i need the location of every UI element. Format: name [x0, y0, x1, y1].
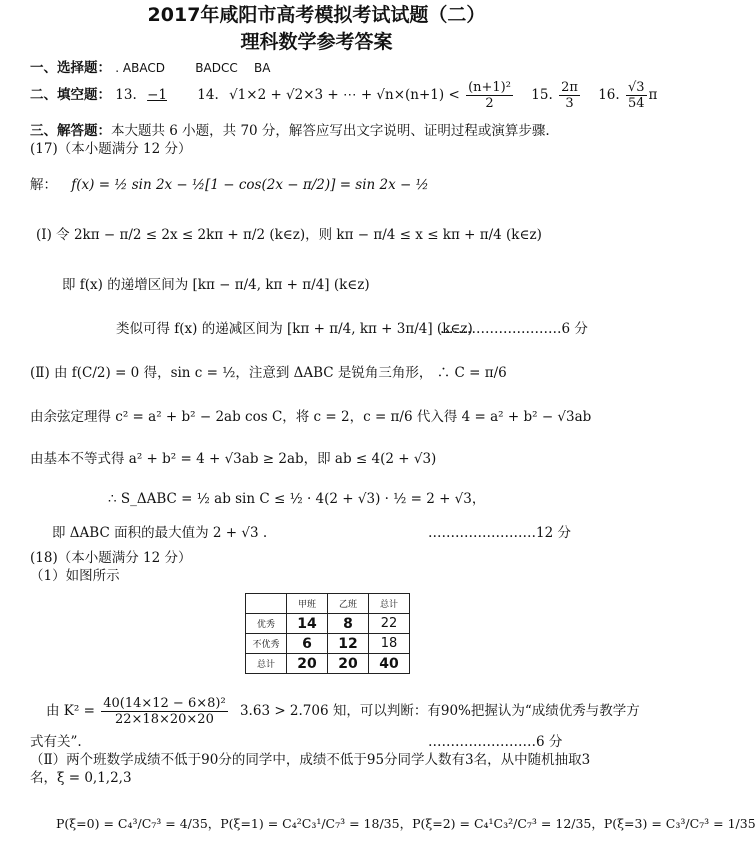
- table-header-cell: 甲班: [287, 594, 328, 614]
- q17-header: (17)（本小题满分 12 分）: [30, 141, 192, 157]
- q15-fraction: [559, 80, 580, 111]
- q14-fraction-numerator: (n+1)²: [468, 80, 511, 95]
- table-header-cell: 总计: [369, 594, 410, 614]
- q16-number: 16.: [598, 87, 620, 103]
- contingency-table: [245, 593, 410, 674]
- q17-solution: [30, 176, 429, 194]
- choice-answers-2: BADCC: [195, 61, 238, 75]
- q13-answer: −1: [147, 87, 167, 103]
- q18-probabilities: P(ξ=0) = C₄³/C₇³ = 4/35，P(ξ=1) = C₄²C₃¹/C₇³ = 18/35，P(ξ=2) = C₄¹C₃²/C₇³ = 12/35，P(ξ=3) = C₃³/C₇³ = 1/35: [56, 816, 756, 831]
- title-line-2: 理科数学参考答案: [240, 31, 393, 53]
- section-fill: [30, 80, 657, 111]
- q17-part2-line3: 由基本不等式得 a² + b² = 4 + √3ab ≥ 2ab，即 ab ≤ 4(2 + √3): [30, 451, 437, 467]
- k2-conclusion-cont: 式有关”.: [30, 734, 82, 750]
- table-row-label: 总计: [246, 654, 287, 674]
- table-cell: 8: [328, 614, 369, 634]
- table-cell: 14: [287, 614, 328, 634]
- section-solve-label: 三、解答题：: [30, 123, 111, 139]
- q13-number: 13.: [115, 87, 137, 103]
- k2-fraction: [101, 696, 227, 727]
- table-cell: 12: [328, 634, 369, 654]
- q15-number: 15.: [531, 87, 553, 103]
- k2-conclusion: 3.63 > 2.706 知，可以判断：有90%把握认为“成绩优秀与教学方: [239, 703, 640, 719]
- q18-score-6: ……………………6 分: [428, 734, 563, 750]
- choice-answers-1: . ABACD: [115, 61, 165, 75]
- q17-part1-line3: [116, 320, 473, 338]
- table-cell: 6: [287, 634, 328, 654]
- q17-part2-line2: 由余弦定理得 c² = a² + b² − 2ab cos C，将 c = 2，c = π/6 代入得 4 = a² + b² − √3ab: [30, 409, 592, 425]
- q16-pi: π: [648, 87, 658, 103]
- q17-part2-line4: ∴ S_ΔABC = ½ ab sin C ≤ ½ · 4(2 + √3) · ½ = 2 + √3，: [108, 491, 486, 507]
- section-solve-text: 本大题共 6 小题，共 70 分，解答应写出文字说明、证明过程或演算步骤.: [111, 123, 550, 139]
- q17-part1-line1: (Ⅰ) 令 2kπ − π/2 ≤ 2x ≤ 2kπ + π/2 (k∈z)，则 kπ − π/4 ≤ x ≤ kπ + π/4 (k∈z): [36, 227, 542, 243]
- q18-part1: （1）如图所示: [30, 568, 120, 584]
- section-solve: [30, 122, 550, 140]
- table-row-label: 不优秀: [246, 634, 287, 654]
- q16-fraction: [626, 80, 647, 111]
- q17-part2-line5: 即 ΔABC 面积的最大值为 2 + √3 .: [52, 525, 268, 541]
- table-row: [246, 654, 410, 674]
- choice-answers-3: BA: [254, 61, 271, 75]
- q17-solution-label: 解：: [30, 177, 57, 193]
- table-cell: 20: [287, 654, 328, 674]
- q14-inequality: √1×2 + √2×3 + ⋯ + √n×(n+1) <: [229, 87, 460, 103]
- k2-numerator: 40(14×12 − 6×8)²: [103, 696, 226, 711]
- q18-part2-line2: 名，ξ = 0,1,2,3: [30, 770, 132, 786]
- table-row: [246, 614, 410, 634]
- table-row: [246, 634, 410, 654]
- q15-fraction-denominator: 3: [565, 96, 574, 111]
- section-choice-label: 一、选择题：: [30, 60, 111, 76]
- k2-lhs: 由 K² =: [46, 703, 95, 719]
- q17-score-6: ………………………6 分: [440, 321, 588, 337]
- table-cell: 18: [369, 634, 410, 654]
- k2-line: [46, 694, 640, 728]
- q17-part1-line2: 即 f(x) 的递增区间为 [kπ − π/4, kπ + π/4] (k∈z): [62, 277, 370, 293]
- section-choice: [30, 59, 270, 77]
- q18-part2-line1: （Ⅱ）两个班数学成绩不低于90分的同学中，成绩不低于95分同学人数有3名，从中随机抽取3: [30, 752, 591, 768]
- k2-denominator: 22×18×20×20: [115, 712, 214, 727]
- q17-part1-line3-text: 类似可得 f(x) 的递减区间为 [kπ + π/4, kπ + 3π/4] (k∈z): [116, 321, 473, 337]
- table-cell: 22: [369, 614, 410, 634]
- q16-fraction-numerator: √3: [627, 80, 645, 95]
- q17-part2-line1: (Ⅱ) 由 f(C/2) = 0 得，sin c = ½，注意到 ΔABC 是锐角三角形， ∴ C = π/6: [30, 365, 507, 381]
- q15-fraction-numerator: 2π: [561, 80, 578, 95]
- table-cell: 40: [369, 654, 410, 674]
- q14-fraction-denominator: 2: [485, 96, 494, 111]
- table-header-cell: 乙班: [328, 594, 369, 614]
- title-line-1: 2017年咸阳市高考模拟考试试题（二）: [147, 4, 486, 26]
- table-header-row: [246, 594, 410, 614]
- q14-fraction: [466, 80, 513, 111]
- table-header-cell: [246, 594, 287, 614]
- table-cell: 20: [328, 654, 369, 674]
- q14-number: 14.: [197, 87, 219, 103]
- q17-score-12: ……………………12 分: [428, 525, 571, 541]
- q17-solution-equation: f(x) = ½ sin 2x − ½[1 − cos(2x − π/2)] = sin 2x − ½: [71, 177, 429, 193]
- section-fill-label: 二、填空题：: [30, 87, 111, 103]
- q18-header: (18)（本小题满分 12 分）: [30, 550, 192, 566]
- q16-fraction-denominator: 54: [627, 96, 645, 111]
- table-row-label: 优秀: [246, 614, 287, 634]
